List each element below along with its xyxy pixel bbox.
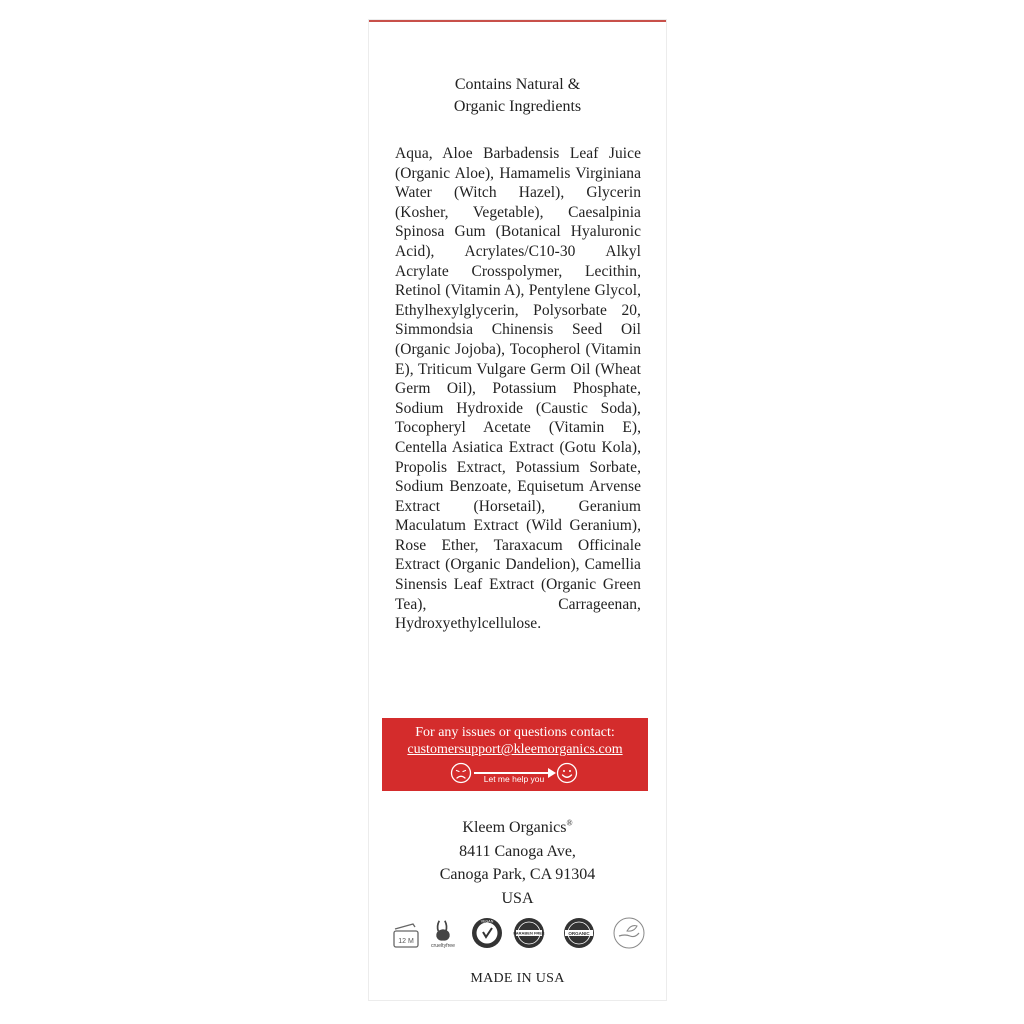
address-city: Canoga Park, CA 91304 — [439, 866, 596, 883]
contact-email-link[interactable]: customersupport@kleemorganics.com — [407, 742, 623, 757]
happy-face-icon — [556, 762, 578, 784]
certification-badges — [389, 917, 649, 951]
top-red-rule — [369, 20, 666, 22]
jar-12m-icon — [391, 919, 423, 951]
cruelty-free-label: crueltyfree — [430, 943, 456, 949]
bunny-cruelty-free-icon — [427, 917, 459, 949]
heading-line-2: Organic Ingredients — [453, 98, 582, 115]
registered-mark: ® — [566, 818, 573, 828]
ingredients-heading — [369, 74, 666, 118]
contact-banner — [382, 718, 648, 791]
organic-seal-icon — [563, 917, 595, 949]
ingredients-list: Aqua, Aloe Barbadensis Leaf Juice (Organic Aloe), Hamamelis Virginiana Water (Witch Hazel), Glycerin (Kosher, Vegetable), Caesalpinia Spinosa Gum (Botanical Hyaluronic Acid), Acrylates/C10-30 Alkyl Acrylate Crosspolymer, Lecithin, Retinol (Vitamin A), Pentylene Glycol, Ethylhexylglycerin, Polysorbate 20, Simmondsia Chinensis Seed Oil (Organic Jojoba), Tocopherol (Vitamin E), Triticum Vulgare Germ Oil (Wheat Germ Oil), Potassium Phosphate, Sodium Hydroxide (Caustic Soda), Tocopheryl Acetate (Vitamin E), Centella Asiatica Extract (Gotu Kola), Propolis Extract, Potassium Sorbate, Sodium Benzoate, Equisetum Arvense Extract (Horsetail), Geranium Maculatum Extract (Wild Geranium), Rose Ether, Taraxacum Officinale Extract (Organic Dandelion), Camellia Sinensis Leaf Extract (Organic Green Tea), Carrageenan, Hydroxyethylcellulose. — [395, 145, 641, 633]
help-text: Let me help you — [483, 774, 545, 784]
jar-12m-label: 12 M — [398, 938, 414, 945]
contact-line: For any issues or questions contact: — [415, 725, 615, 740]
help-row — [382, 762, 648, 786]
address-country: USA — [501, 889, 534, 907]
company-name-line — [369, 816, 666, 840]
company-address — [369, 816, 666, 910]
sad-face-icon — [450, 762, 472, 784]
company-name: Kleem Organics — [462, 819, 567, 836]
vegan-label: VEGAN — [480, 919, 494, 924]
hand-leaf-icon — [613, 917, 645, 949]
product-box-panel — [369, 20, 666, 1000]
paraben-free-label: PARABEN FREE — [513, 930, 545, 936]
heading-line-1: Contains Natural & — [454, 76, 581, 93]
paraben-free-seal-icon — [513, 917, 545, 949]
vegan-seal-icon — [471, 917, 503, 949]
address-street: 8411 Canoga Ave, — [459, 842, 576, 860]
made-in-usa: MADE IN USA — [470, 971, 565, 986]
organic-label: ORGANIC — [568, 930, 590, 936]
